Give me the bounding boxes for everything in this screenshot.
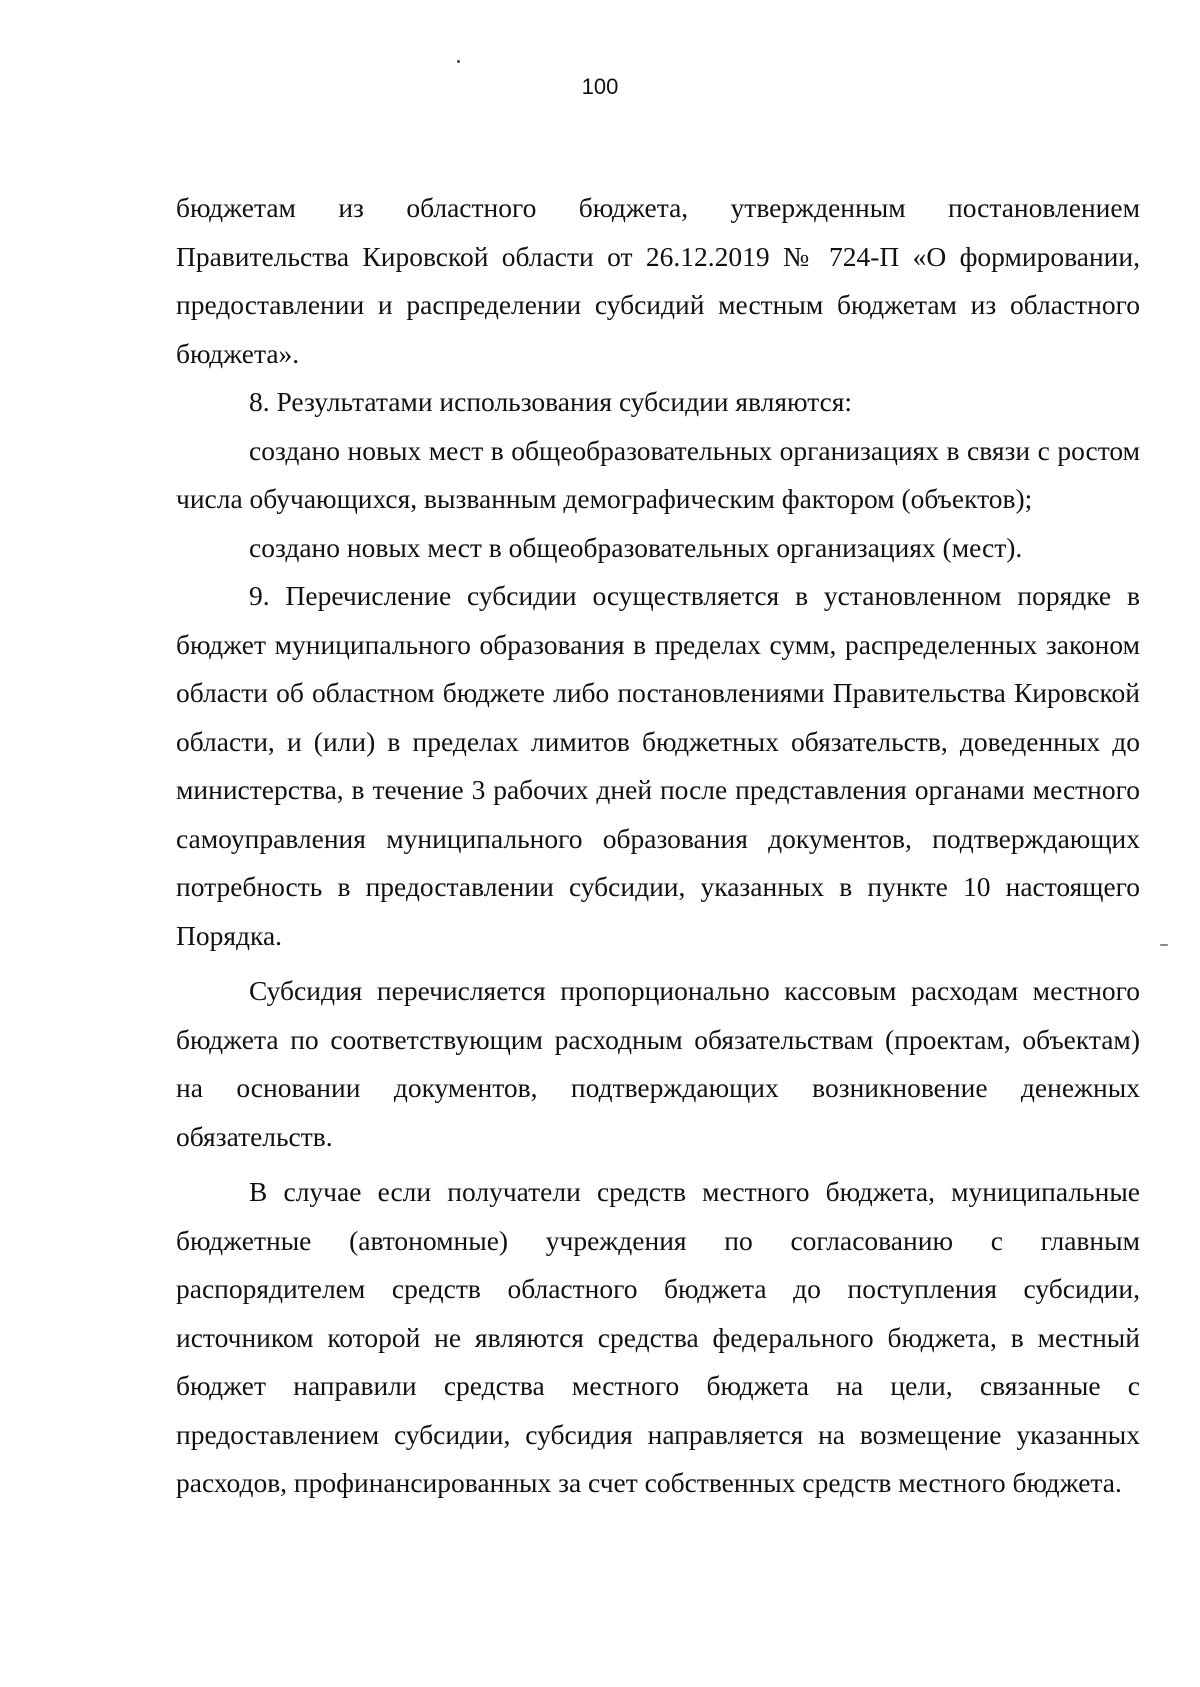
paragraph-reimbursement: В случае если получатели средств местного бюджета, муниципальные бюджетные (автономные) учреждения по согласованию с главным распорядителем средств областного бюджета до поступления субсидии, источником которой не являются средства федерального бюджета, в местный бюджет направили средства местного бюджета на цели, связанные с предоставлением субсидии, субсидия направляется на возмещение указанных расходов, профинансированных за счет собственных средств местного бюджета. [176, 1176, 1140, 1498]
page-number: 100 [581, 74, 619, 99]
document-body [176, 184, 1140, 1508]
paragraph-continuation: бюджетам из областного бюджета, утвержденным постановлением Правительства Кировской области от 26.12.2019 № 724-П «О формировании, предоставлении и распределении субсидий местным бюджетам из областного бюджета». [176, 192, 1140, 369]
scan-speck [457, 60, 460, 63]
paragraph-item-9: 9. Перечисление субсидии осуществляется в установленном порядке в бюджет муниципального образования в пределах сумм, распределенных законом области об областном бюджете либо постановлениями Правительства Кировской области, и (или) в пределах лимитов бюджетных обязательств, доведенных до министерства, в течение 3 рабочих дней после представления органами местного самоуправления муниципального образования документов, подтверждающих потребность в предоставлении субсидии, указанных в пункте 10 настоящего Порядка. [176, 580, 1140, 951]
paragraph-result-objects: создано новых мест в общеобразовательных организациях в связи с ростом числа обучающихся, вызванным демографическим фактором (объектов); [176, 434, 1140, 514]
paragraph-subsidy-transfer: Субсидия перечисляется пропорционально кассовым расходам местного бюджета по соответствующим расходным обязательствам (проектам, объектам) на основании документов, подтверждающих возникновение денежных обязательств. [176, 975, 1140, 1152]
paragraph-result-places: создано новых мест в общеобразовательных организациях (мест). [249, 531, 1023, 563]
scan-speck [1160, 944, 1168, 946]
paragraph-item-8: 8. Результатами использования субсидии являются: [249, 386, 853, 417]
